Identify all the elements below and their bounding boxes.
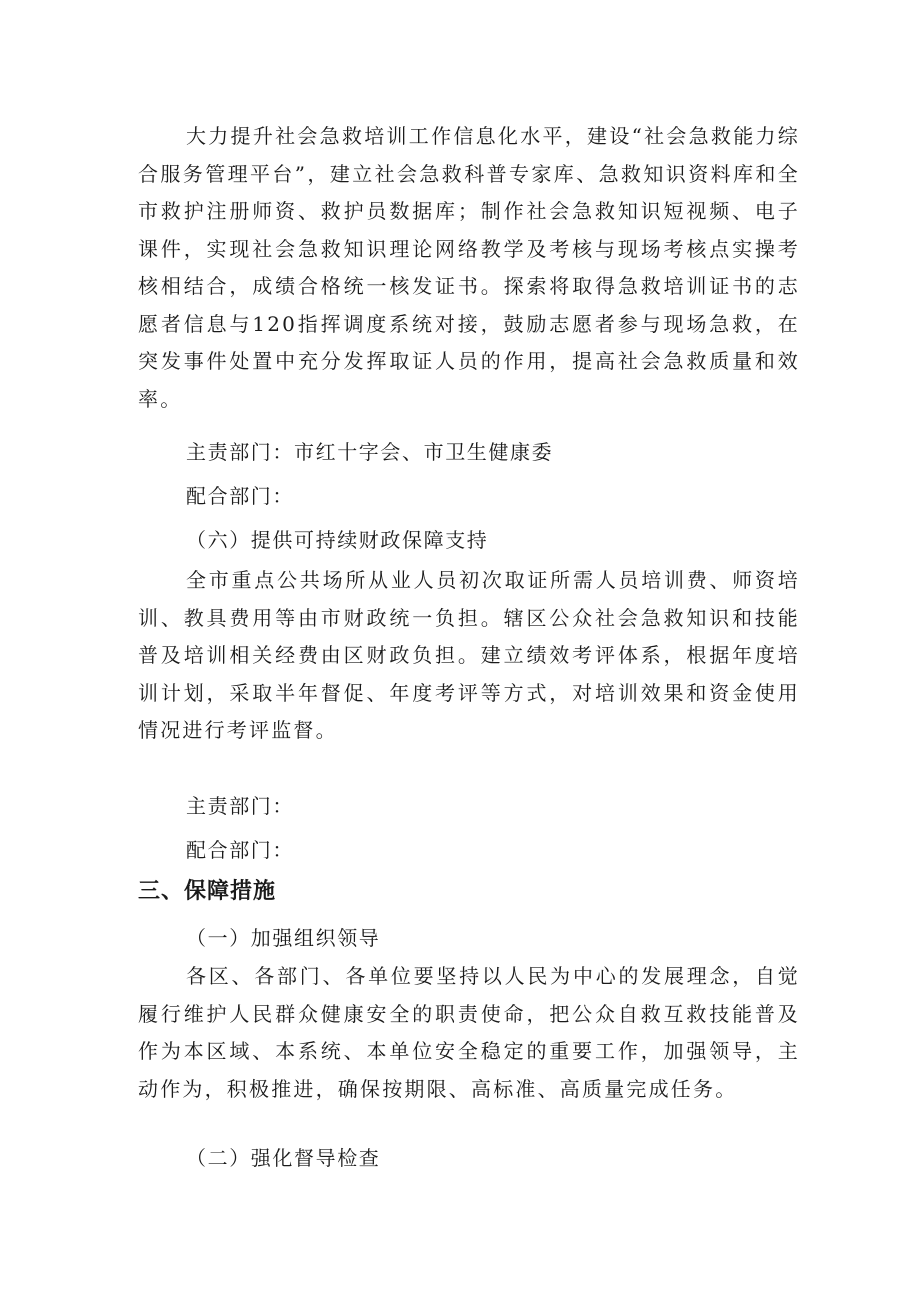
section6-lead-department: 主责部门： — [186, 794, 294, 818]
section6-support-department: 配合部门： — [186, 838, 294, 862]
section5-support-department: 配合部门： — [186, 484, 294, 508]
subsection1-title: （一）加强组织领导 — [186, 926, 381, 950]
section6-body: 全市重点公共场所从业人员初次取证所需人员培训费、师资培训、教具费用等由市财政统一负担。辖区公众社会急救知识和技能普及培训相关经费由区财政负担。建立绩效考评体系，根据年度培训计划，采取半年督促、年度考评等方式，对培训效果和资金使用情况进行考评监督。 — [138, 568, 800, 742]
section5-body: 大力提升社会急救培训工作信息化水平，建设“社会急救能力综合服务管理平台”，建立社会急救科普专家库、急救知识资料库和全市救护注册师资、救护员数据库；制作社会急救知识短视频、电子课件，实现社会急救知识理论网络教学及考核与现场考核点实操考核相结合，成绩合格统一核发证书。探索将取得急救培训证书的志愿者信息与120指挥调度系统对接，鼓励志愿者参与现场急救，在突发事件处置中充分发挥取证人员的作用，提高社会急救质量和效率。 — [138, 124, 800, 411]
section5-lead-department: 主责部门：市红十字会、市卫生健康委 — [186, 440, 554, 464]
subsection1-body: 各区、各部门、各单位要坚持以人民为中心的发展理念，自觉履行维护人民群众健康安全的职责使命，把公众自救互救技能普及作为本区域、本系统、本单位安全稳定的重要工作，加强领导，主动作为，积极推进，确保按期限、高标准、高质量完成任务。 — [138, 964, 800, 1101]
section6-title: （六）提供可持续财政保障支持 — [186, 528, 489, 552]
chapter3-heading: 三、保障措施 — [138, 879, 277, 904]
subsection2-title: （二）强化督导检查 — [186, 1146, 381, 1170]
